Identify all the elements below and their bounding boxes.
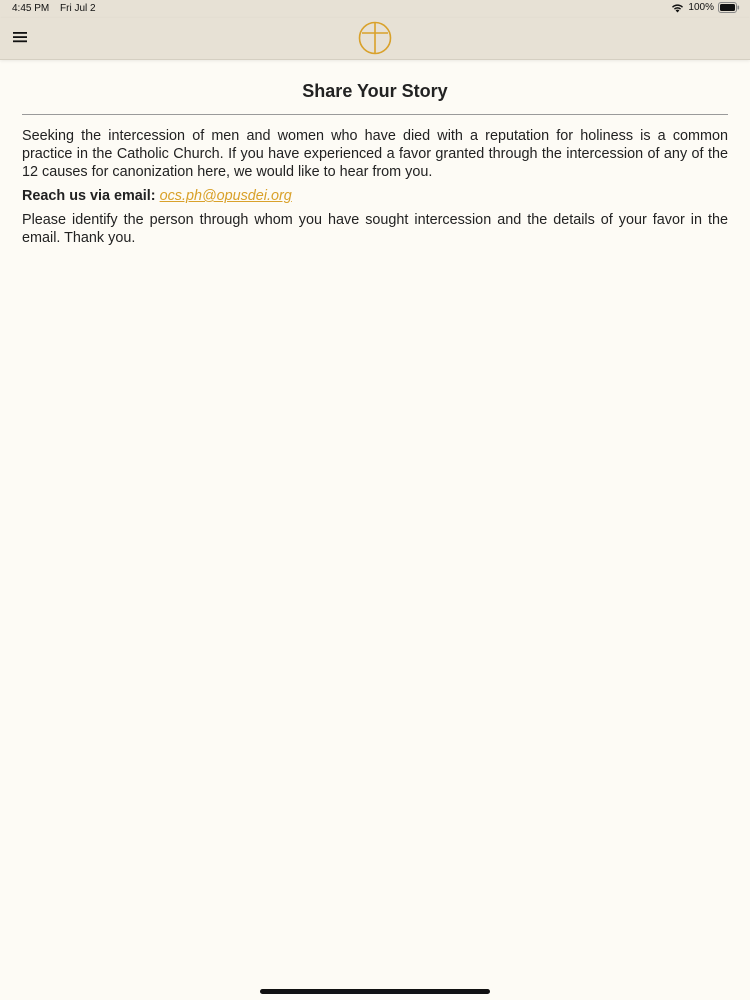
cross-circle-logo[interactable] (358, 21, 392, 55)
status-left (12, 3, 104, 14)
battery-percent: 100% (688, 2, 714, 13)
instructions-paragraph: Please identify the person through whom you have sought intercession and the details of your favor in the email. Thank you. (22, 212, 728, 246)
status-date: Fri Jul 2 (60, 3, 96, 14)
battery-icon (718, 2, 740, 13)
home-indicator[interactable] (260, 989, 490, 994)
intro-paragraph: Seeking the intercession of men and women who have died with a reputation for holiness is a common practice in the Catholic Church. If you have experienced a favor granted through the intercession of any of the 12 causes for canonization here, we would like to hear from you. (22, 128, 728, 180)
cross-circle-logo-icon (358, 21, 392, 55)
status-right (671, 2, 740, 13)
menu-button[interactable] (12, 30, 30, 46)
status-bar (0, 0, 750, 18)
wifi-icon (671, 3, 684, 13)
email-label: Reach us via email: (22, 188, 156, 204)
email-link[interactable]: ocs.ph@opusdei.org (159, 188, 292, 204)
title-divider (22, 114, 728, 115)
status-time: 4:45 PM (12, 3, 50, 14)
hamburger-menu-icon (12, 30, 28, 44)
main-content (22, 78, 728, 247)
nav-bar (0, 18, 750, 60)
email-line (22, 187, 728, 205)
page-title: Share Your Story (302, 81, 448, 101)
